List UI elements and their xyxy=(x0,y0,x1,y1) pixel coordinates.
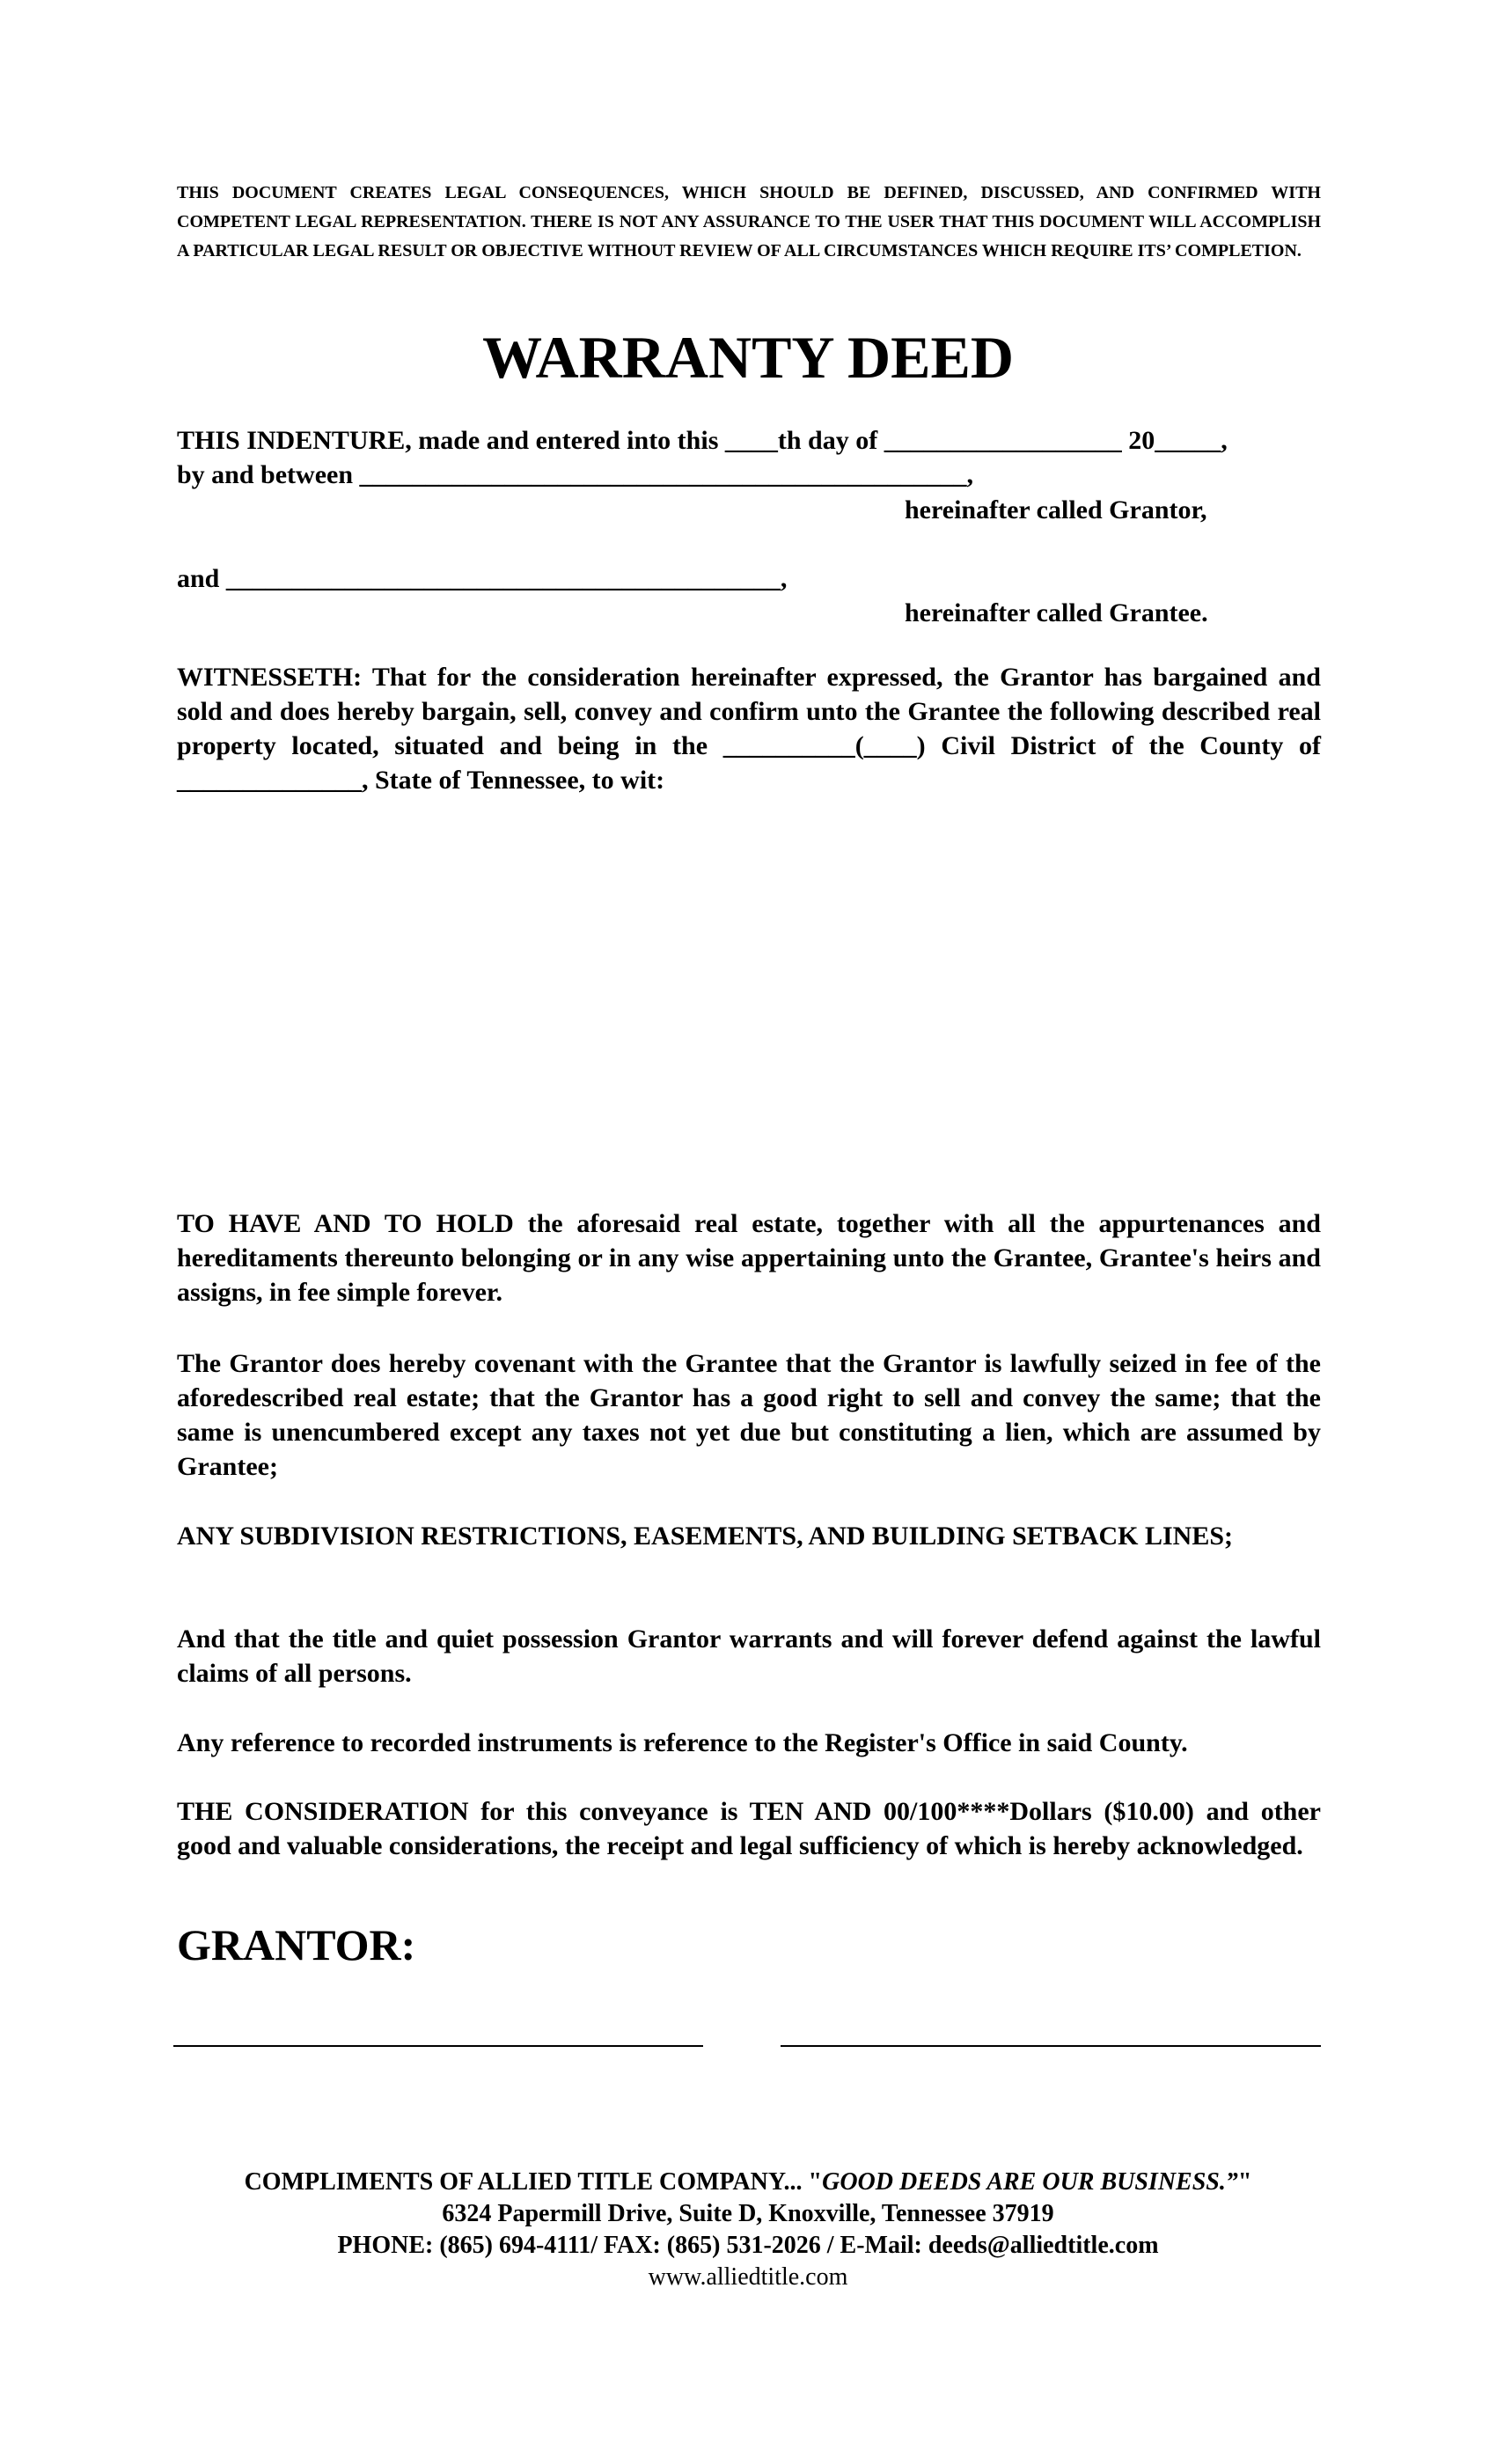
footer-slogan: GOOD DEEDS ARE OUR BUSINESS.” xyxy=(822,2168,1238,2196)
signature-line-right[interactable] xyxy=(781,2045,1321,2047)
footer-compliments xyxy=(0,2167,1496,2198)
grantor-heading: GRANTOR: xyxy=(177,1920,416,1969)
footer-compliments-prefix: COMPLIMENTS OF ALLIED TITLE COMPANY... " xyxy=(244,2168,823,2196)
legal-disclaimer: THIS DOCUMENT CREATES LEGAL CONSEQUENCES, WHICH SHOULD BE DEFINED, DISCUSSED, AND CONFIRMED WITH COMPETENT LEGAL REPRESENTATION. THERE IS NOT ANY ASSURANCE TO THE USER THAT THIS DOCUMENT WILL ACCOMPLISH A PARTICULAR LEGAL RESULT OR OBJECTIVE WITHOUT REVIEW OF ALL CIRCUMSTANCES WHICH REQUIRE ITS’ COMPLETION. xyxy=(177,183,1321,260)
reference-paragraph: Any reference to recorded instruments is reference to the Register's Office in said County. xyxy=(177,1728,1188,1757)
footer-contact: PHONE: (865) 694-4111/ FAX: (865) 531-2026 / E-Mail: deeds@alliedtitle.com xyxy=(337,2232,1159,2259)
grantor-label: hereinafter called Grantor, xyxy=(905,495,1207,524)
witnesseth-paragraph: WITNESSETH: That for the consideration hereinafter expressed, the Grantor has bargained and sold and does hereby bargain, sell, convey and confirm unto the Grantee the following described real property located, situated and being in the __________(____) Civil District of the County of ______________, State of Tennessee, to wit: xyxy=(177,663,1321,795)
consideration-paragraph: THE CONSIDERATION for this conveyance is TEN AND 00/100****Dollars ($10.00) and other good and valuable considerations, the receipt and legal sufficiency of which is hereby acknowledged. xyxy=(177,1797,1321,1860)
footer-address: 6324 Papermill Drive, Suite D, Knoxville, Tennessee 37919 xyxy=(442,2200,1054,2227)
grantee-label: hereinafter called Grantee. xyxy=(905,598,1208,627)
footer-website[interactable]: www.alliedtitle.com xyxy=(648,2263,848,2291)
indenture-line-1: THIS INDENTURE, made and entered into this ____th day of __________________ 20_____, xyxy=(177,426,1228,455)
covenant-paragraph: The Grantor does hereby covenant with the Grantee that the Grantor is lawfully seized in fee of the aforedescribed real estate; that the Grantor has a good right to sell and convey the same; that the same is unencumbered except any taxes not yet due but constituting a lien, which are assumed by Grantee; xyxy=(177,1349,1321,1481)
restrictions-paragraph: ANY SUBDIVISION RESTRICTIONS, EASEMENTS, AND BUILDING SETBACK LINES; xyxy=(177,1522,1234,1551)
signature-line-left[interactable] xyxy=(173,2045,703,2047)
document-title: WARRANTY DEED xyxy=(482,324,1014,391)
footer-compliments-suffix: " xyxy=(1237,2168,1252,2196)
grantee-line: and __________________________________________, xyxy=(177,564,788,593)
indenture-line-2: by and between ______________________________________________, xyxy=(177,460,974,489)
warranty-paragraph: And that the title and quiet possession Grantor warrants and will forever defend against the lawful claims of all persons. xyxy=(177,1624,1321,1688)
habendum-paragraph: TO HAVE AND TO HOLD the aforesaid real estate, together with all the appurtenances and hereditaments thereunto belonging or in any wise appertaining unto the Grantee, Grantee's heirs and assigns, in fee simple forever. xyxy=(177,1209,1321,1307)
